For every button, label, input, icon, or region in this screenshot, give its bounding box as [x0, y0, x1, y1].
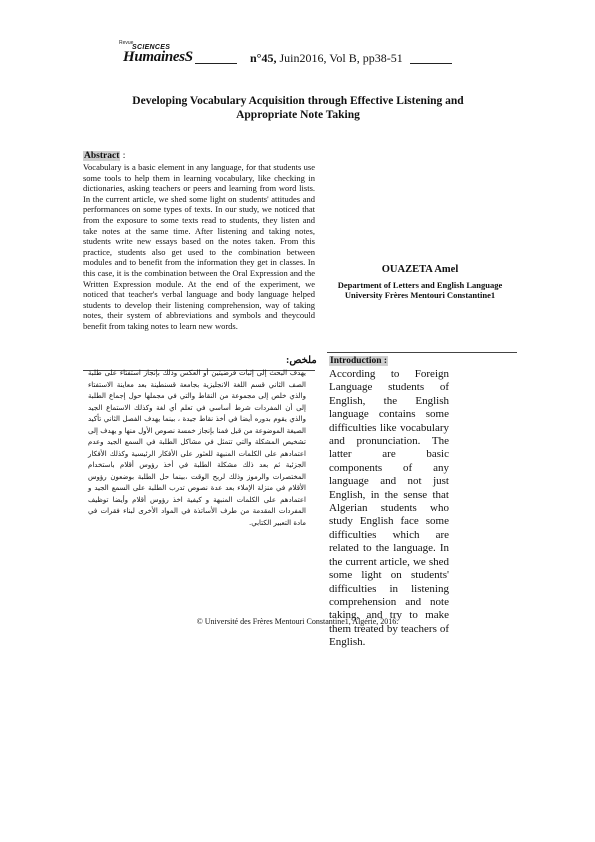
introduction-heading: Introduction : [330, 356, 388, 366]
copyright-footer: © Université des Frères Mentouri Constantine1, Algérie, 2016. [196, 617, 399, 626]
logo-small-text: Revue [119, 40, 134, 46]
author-block [320, 265, 520, 301]
introduction-text: According to Foreign Language students of English, the English language contains some difficulties like vocabulary and pronunciation. The latter are basic components of any language and not just English, in the sense that Algerian students who study English face some difficulties which are related to the language. In the current article, we shed some light on students' difficulties in listening comprehension and note taking, and try to make them treated by teachers of English. [329, 368, 449, 649]
author-department: Department of Letters and English Language [337, 279, 503, 290]
logo-sciences-text: SCIENCES [132, 44, 171, 51]
arabic-abstract-text: يهدف البحث إلى إثبات فرضيتين أو العكس وذلك بإنجاز استفتاء على طلبة الصف الثاني قسم اللغة الانجليزية بجامعة قسنطينة بعد معاينة الاستفتاء والذي خلص إلى مجموعة من النقاط والتي في مجملها حول إجماع الطلبة إلى أن المفردات شرط أساسي في تعلم أي لغة وكذلك الاستماع الجيد والذي يقوم بدوره أيضا في أخذ نقاط جيدة ، بينما يهدف الفصل الثاني تأكيد الصيغة الموضوعة من قبل فمنا بإنجاز خمسة نصوص الأول منها و يهدف إلى تشخيص المشكلة والتي تتمثل في مشاكل الطلبة في السمع الجيد وعدم اعتمادهم على الكلمات المنبهة للعثور على الأفكار الرئيسية وكذلك الأفكار الجزئية ثم بعد ذلك مشكلة الطلبة في أخذ رؤوس أقلام باستخدام المختصرات والرموز وذلك لربح الوقت ،بينما حل الطلبة بوضعون رؤوس الأقلام في منزلة الإملاء بعد عدة نصوص تدرب الطلبة على السمع الجيد و اعتمادهم على الكلمات المنبهة و كيفية اخذ رؤوس أقلام وأيضا توظيف المفردات المقدمة من طرف الأساتذة في المواد الأخرى لبناء فقرات في مادة التعبير الكتابي. [88, 369, 306, 527]
paper-title: Developing Vocabulary Acquisition through Effective Listening and Appropriate Note Taking [132, 95, 464, 121]
arabic-abstract-heading: ملخص: [286, 355, 317, 366]
header-rule-right [410, 63, 452, 64]
journal-logo [83, 40, 193, 70]
author-university: University Frères Mentouri Constantine1 [344, 290, 496, 300]
header-rule-left [195, 63, 237, 64]
abstract-text: Vocabulary is a basic element in any language, for that students use some tools to help them in learning vocabulary, like checking in dictionaries, asking teachers or peers and learning from word lists. In the current article, we shed some light on students' attitudes and performances on some types of texts. In our study, we noticed that from the exposure to some texts read to students, they listen and take notes at the same time. After listening and taking notes, students write new essays based on the notes taken. From this practice, students also get used to the combination between modules and to benefit from the information they get in classes. In this case, it is the combination between the Oral Expression and the Written Expression module. At the end of the experiment, we noticed that teacher's verbal language and body language helped students to develop their listening comprehension, way of taking notes, their system of abbreviations and symbols and theycould benefit from taking notes to learn new words. [83, 162, 315, 331]
section-divider [327, 352, 517, 353]
abstract-section [83, 150, 315, 371]
issue-info: n°45, Juin2016, Vol B, pp38-51 [250, 51, 403, 65]
abstract-heading: Abstract : [84, 151, 126, 161]
logo-humaines-text: HumainesS [123, 49, 193, 65]
author-name: OUAZETA Amel [381, 264, 459, 275]
